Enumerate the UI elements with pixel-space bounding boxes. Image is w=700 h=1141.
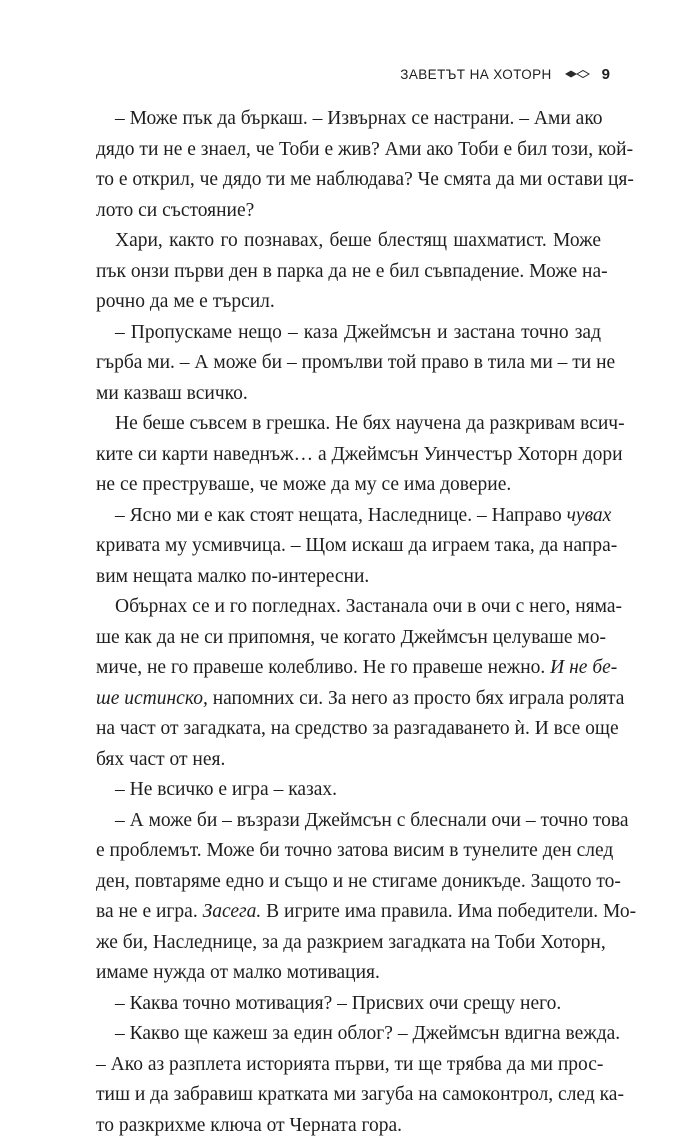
text-line: кривата му усмивчица. – Щом искаш да играем така, да напра- [96, 531, 601, 562]
text-line: е проблемът. Може би точно затова висим в тунелите ден след [96, 836, 601, 867]
text-line: ше как да не си припомня, че когато Джеймсън целуваше мо- [96, 623, 601, 654]
diamond-ornament-icon [564, 69, 590, 79]
italic-text: чувах [567, 505, 612, 526]
text-line: – Не всичко е игра – казах. [96, 775, 601, 806]
text-line: – А може би – възрази Джеймсън с блеснали очи – точно това [96, 806, 601, 837]
text-line [96, 684, 601, 715]
text-run: – Ясно ми е как стоят нещата, Наследнице. – Направо [115, 505, 562, 526]
text-line: дядо ти не е знаел, че Тоби е жив? Ами ако Тоби е бил този, кой- [96, 135, 601, 166]
text-line: ден, повтаряме едно и също и не стигаме доникъде. Защото то- [96, 867, 601, 898]
text-line: лото си състояние? [96, 196, 601, 227]
text-line: – Може пък да бъркаш. – Извърнах се настрани. – Ами ако [96, 104, 601, 135]
text-line: на част от загадката, на средство за разгадаването ѝ. И все още [96, 714, 601, 745]
text-line: не се преструваше, че може да му се има доверие. [96, 470, 601, 501]
text-line: вим нещата малко по-интересни. [96, 562, 601, 593]
text-line: имаме нужда от малко мотивация. [96, 958, 601, 989]
page-number: 9 [602, 66, 610, 83]
text-line: рочно да ме е търсил. [96, 287, 601, 318]
text-line: – Каква точно мотивация? – Присвих очи срещу него. [96, 989, 601, 1020]
italic-text: Засега. [203, 901, 262, 922]
text-line: Обърнах се и го погледнах. Застанала очи в очи с него, няма- [96, 592, 601, 623]
running-header [400, 63, 610, 85]
text-line [96, 653, 601, 684]
italic-text: ше истинско, [96, 688, 208, 709]
running-title: ЗАВЕТЪТ НА ХОТОРН [400, 67, 551, 82]
text-line: то разкрихме ключа от Черната гора. [96, 1111, 601, 1141]
italic-text: И не бе- [550, 657, 617, 678]
text-line: бях част от нея. [96, 745, 601, 776]
text-line [96, 897, 601, 928]
text-line [96, 501, 601, 532]
text-run: миче, не го правеше колебливо. Не го правеше нежно. [96, 657, 545, 678]
text-line: – Какво ще кажеш за един облог? – Джеймсън вдигна вежда. [96, 1019, 601, 1050]
text-line: же би, Наследнице, за да разкрием загадката на Тоби Хоторн, [96, 928, 601, 959]
text-line: Не беше съвсем в грешка. Не бях научена да разкривам всич- [96, 409, 601, 440]
text-run: В игрите има правила. Има победители. Мо- [266, 901, 636, 922]
text-line: тиш и да забравиш кратката ми загуба на самоконтрол, след ка- [96, 1080, 601, 1111]
text-line: – Ако аз разплета историята първи, ти ще трябва да ми прос- [96, 1050, 601, 1081]
text-line: пък онзи първи ден в парка да не е бил съвпадение. Може на- [96, 257, 601, 288]
text-line: – Пропускаме нещо – каза Джеймсън и застана точно зад [96, 318, 601, 349]
text-run: напомних си. За него аз просто бях играла ролята [213, 688, 625, 709]
text-line: гърба ми. – А може би – промълви той право в тила ми – ти не [96, 348, 601, 379]
text-line: Хари, както го познавах, беше блестящ шахматист. Може [96, 226, 601, 257]
body-text [96, 104, 601, 1141]
text-line: ките си карти наведнъж… а Джеймсън Уинчестър Хоторн дори [96, 440, 601, 471]
text-run: ва не е игра. [96, 901, 198, 922]
text-line: то е открил, че дядо ти ме наблюдава? Че смята да ми остави ця- [96, 165, 601, 196]
text-line: ми казваш всичко. [96, 379, 601, 410]
